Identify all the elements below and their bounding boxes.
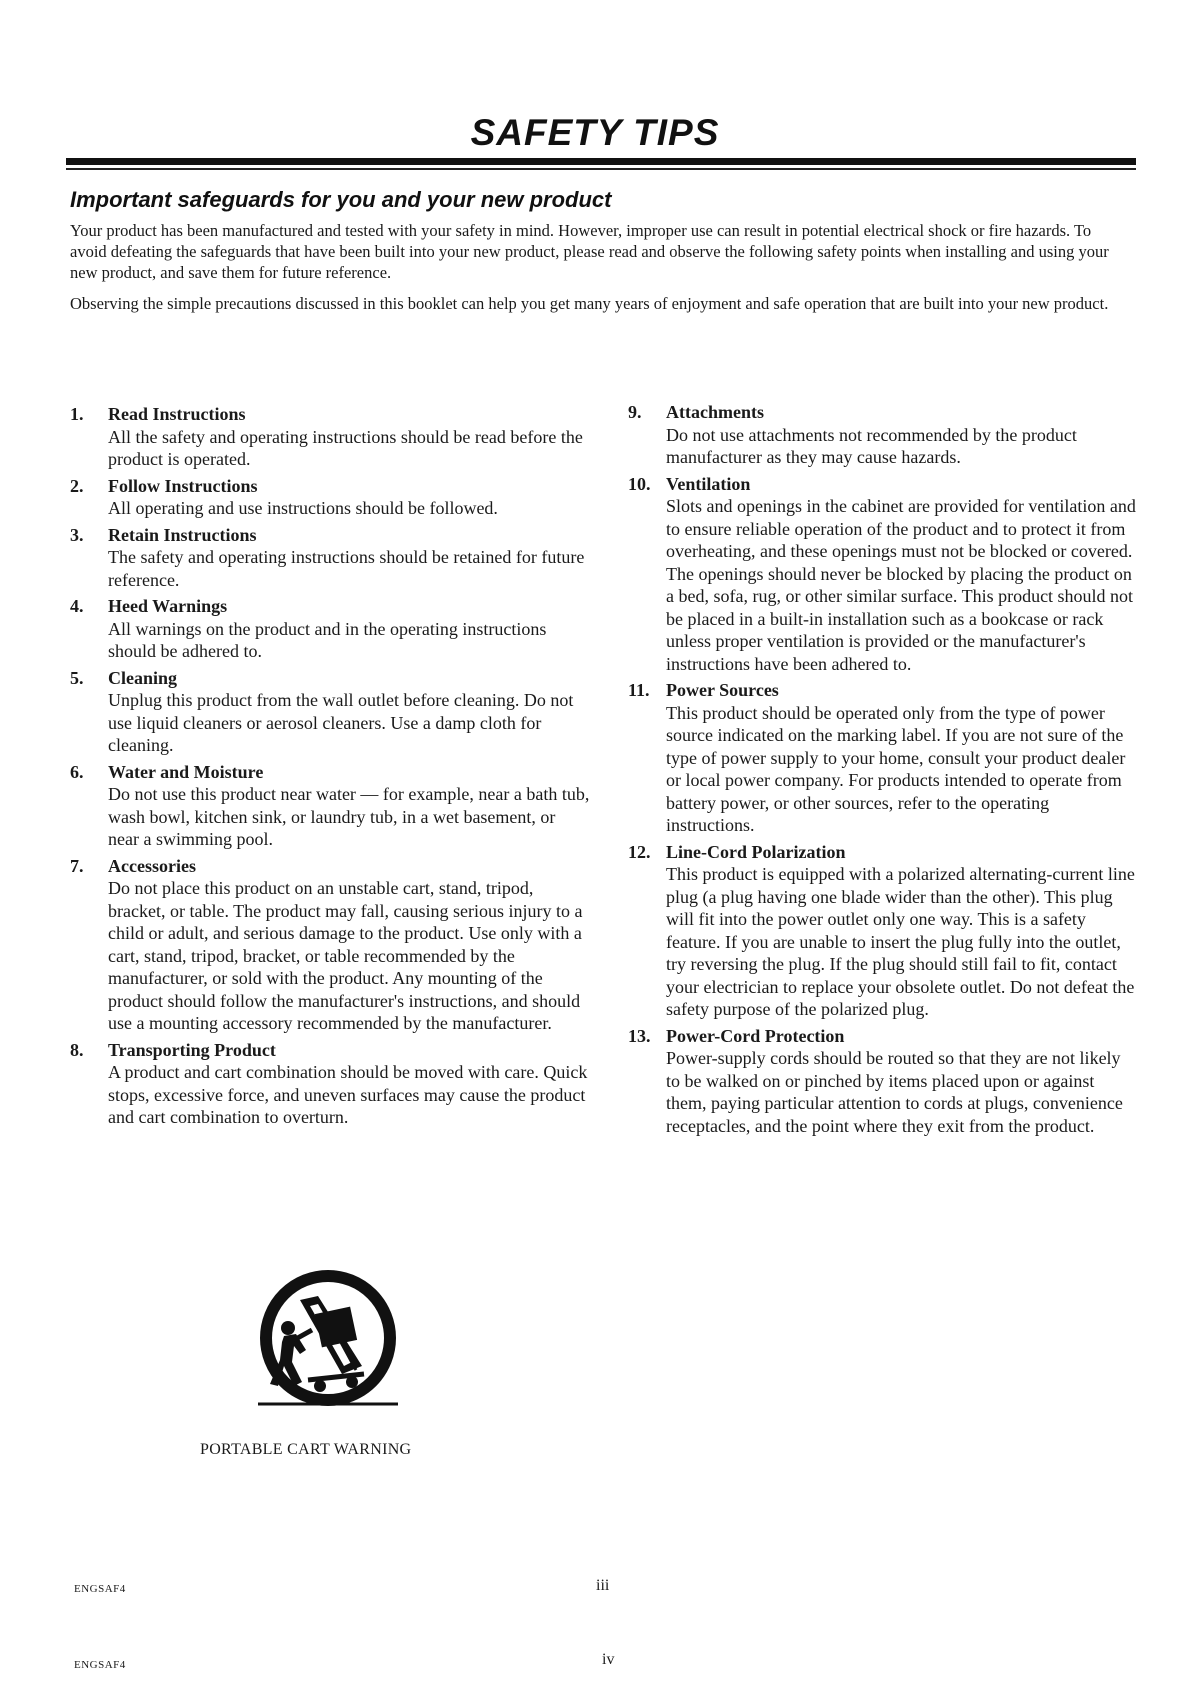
safety-item [70, 595, 590, 663]
item-title: Retain Instructions [108, 524, 257, 545]
item-number: 1. [70, 404, 84, 424]
item-title: Attachments [666, 402, 764, 422]
item-title: Heed Warnings [108, 596, 228, 616]
safety-item [628, 1025, 1138, 1138]
item-number: 9. [628, 402, 642, 422]
item-number: 6. [70, 761, 84, 782]
item-text: Slots and openings in the cabinet are provided for ventilation and to ensure reliable operation of the product and to protect it from overheating, and these openings must not be blocked or covered. The openings should never be blocked by placing the product on a bed, sofa, rug, or other similar surface. This product should not be placed in a built-in installation such as a bookcase or rack unless proper ventilation is provided or the manufacturer's instructions have been adhered to. [666, 496, 1136, 674]
safety-item [70, 667, 590, 757]
item-title: Transporting Product [108, 1039, 276, 1060]
safety-item [628, 841, 1138, 1021]
item-number: 3. [70, 524, 84, 545]
item-text: This product should be operated only from the type of power source indicated on the marking label. If you are not sure of the type of power supply to your home, consult your product dealer or local power company. For products intended to operate from battery power, or other sources, refer to the operating instructions. [666, 702, 1126, 835]
title-rule-thick [66, 158, 1136, 165]
intro-paragraph-2: Observing the simple precautions discussed in this booklet can help you get many years of enjoyment and safe operation that are built into your new product. [70, 294, 1109, 313]
item-title: Accessories [108, 855, 196, 876]
item-number: 7. [70, 855, 84, 876]
item-number: 8. [70, 1039, 84, 1060]
item-text: Do not use this product near water — for example, near a bath tub, wash bowl, kitchen sink, or laundry tub, in a wet basement, or near a swimming pool. [108, 784, 590, 849]
page-number: iii [596, 1577, 610, 1594]
item-text: Do not place this product on an unstable cart, stand, tripod, bracket, or table. The product may fall, causing serious injury to a child or adult, and serious damage to the product. Use only with a cart, stand, tripod, bracket, or table recommended by the manufacturer, or sold with the product. Any mounting of the product should follow the manufacturer's instructions, and should use a mounting accessory recommended by the manufacturer. [108, 878, 583, 1033]
item-title: Line-Cord Polarization [666, 841, 846, 862]
document-code: ENGSAF4 [74, 1659, 126, 1671]
item-number: 11. [628, 680, 650, 700]
section-subtitle: Important safeguards for you and your new product [70, 187, 612, 212]
item-title: Power Sources [666, 680, 779, 700]
item-title: Cleaning [108, 667, 178, 688]
safety-item [628, 679, 1138, 837]
safety-item [70, 761, 590, 851]
item-number: 10. [628, 473, 651, 494]
item-text: A product and cart combination should be moved with care. Quick stops, excessive force, and uneven surfaces may cause the product and cart combination to overturn. [108, 1062, 588, 1127]
figure-caption: PORTABLE CART WARNING [200, 1441, 412, 1458]
safety-item [70, 403, 590, 471]
item-text: Power-supply cords should be routed so that they are not likely to be walked on or pinched by items placed upon or against them, paying particular attention to cords at plugs, convenience receptacles, and the point where they exit from the product. [666, 1048, 1123, 1136]
item-text: Unplug this product from the wall outlet before cleaning. Do not use liquid cleaners or aerosol cleaners. Use a damp cloth for cleaning. [108, 690, 574, 755]
item-number: 4. [70, 596, 84, 616]
safety-item [628, 401, 1138, 469]
item-text: All warnings on the product and in the operating instructions should be adhered to. [108, 618, 547, 661]
item-number: 2. [70, 475, 84, 496]
page-number: iv [602, 1651, 615, 1668]
safety-item [70, 1039, 590, 1129]
item-title: Ventilation [666, 473, 751, 494]
portable-cart-warning-icon [248, 1270, 408, 1418]
intro-paragraph-1: Your product has been manufactured and tested with your safety in mind. However, improper use can result in potential electrical shock or fire hazards. To avoid defeating the safeguards that have been built into your new product, please read and observe the following safety points when installing and using your new product, and save them for future reference. [70, 221, 1109, 282]
item-title: Follow Instructions [108, 475, 258, 496]
item-number: 5. [70, 667, 84, 688]
item-title: Water and Moisture [108, 761, 264, 782]
item-text: All operating and use instructions should be followed. [108, 498, 498, 518]
title-rule-thin [66, 168, 1136, 170]
document-code: ENGSAF4 [74, 1583, 126, 1595]
safety-list-right [628, 401, 1138, 1141]
item-number: 12. [628, 841, 651, 862]
safety-list-left [70, 403, 590, 1133]
safety-item [70, 524, 590, 592]
page-title: SAFETY TIPS [470, 112, 720, 153]
safety-item [628, 473, 1138, 676]
item-title: Power-Cord Protection [666, 1025, 845, 1046]
item-title: Read Instructions [108, 404, 246, 424]
safety-item [70, 475, 590, 520]
item-text: The safety and operating instructions should be retained for future reference. [108, 547, 585, 590]
item-text: This product is equipped with a polarized alternating-current line plug (a plug having one blade wider than the other). This plug will fit into the power outlet only one way. This is a safety feature. If you are unable to insert the plug fully into the outlet, try reversing the plug. If the plug should still fail to fit, contact your electrician to replace your obsolete outlet. Do not defeat the safety purpose of the polarized plug. [666, 864, 1135, 1019]
item-text: Do not use attachments not recommended by the product manufacturer as they may cause hazards. [666, 424, 1077, 467]
item-text: All the safety and operating instructions should be read before the product is operated. [108, 426, 583, 469]
item-number: 13. [628, 1025, 651, 1046]
safety-item [70, 855, 590, 1035]
